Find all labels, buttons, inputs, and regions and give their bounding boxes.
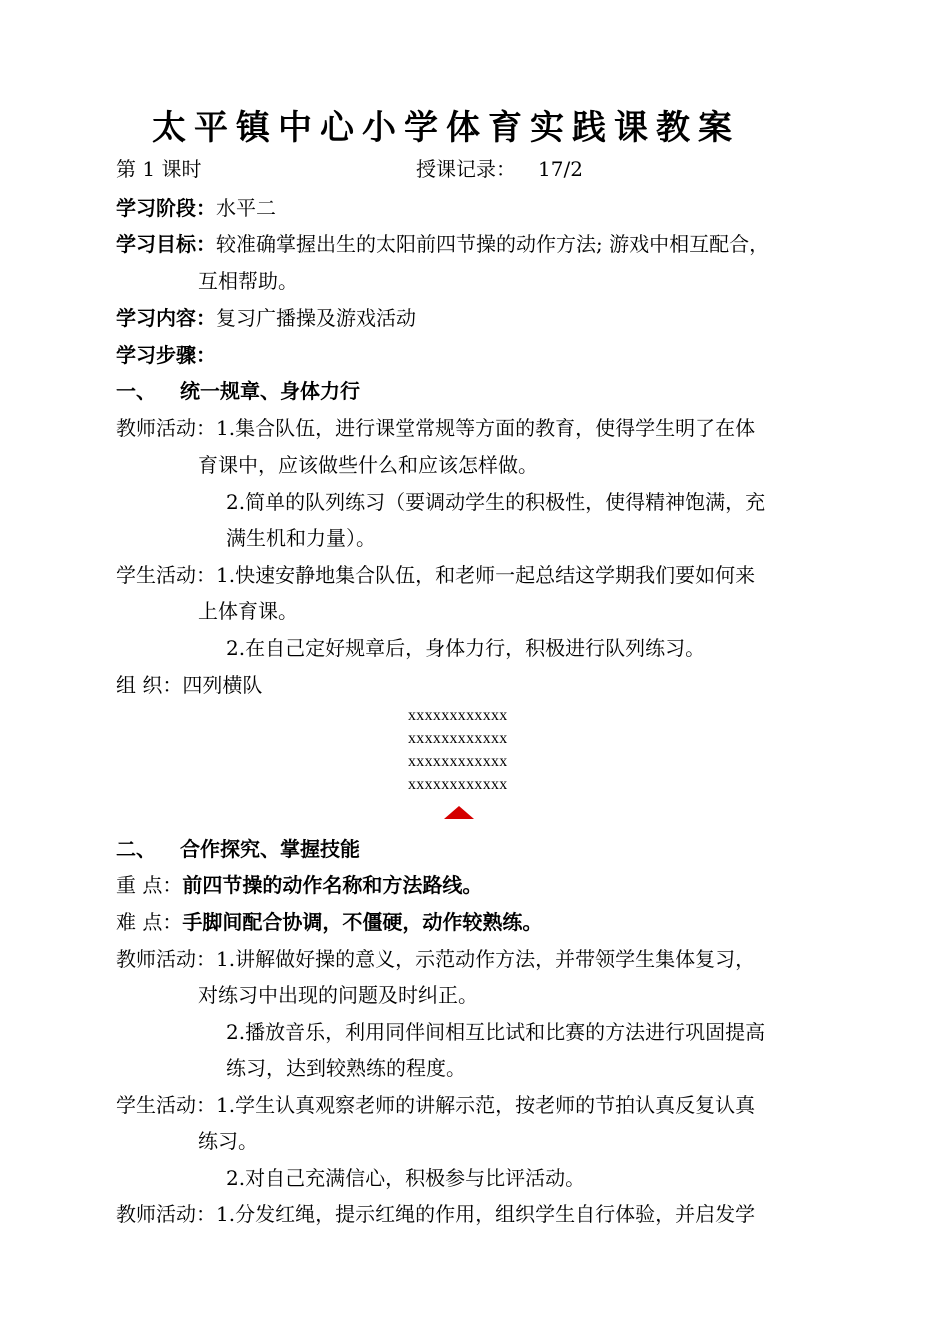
s2-student-2: 2.对自己充满信心，积极参与比评活动。 bbox=[226, 1166, 586, 1190]
record-label: 授课记录： bbox=[416, 157, 516, 181]
s2-teacher-2a: 2.播放音乐，利用同伴间相互比试和比赛的方法进行巩固提高 bbox=[226, 1020, 766, 1044]
s2-student-1a: 1.学生认真观察老师的讲解示范，按老师的节拍认真反复认真 bbox=[216, 1093, 756, 1117]
section2-number: 二、 bbox=[116, 837, 156, 861]
s2-key-label: 重 点： bbox=[116, 873, 183, 897]
stage-label: 学习阶段： bbox=[116, 196, 216, 220]
s2-diff-row bbox=[116, 909, 542, 935]
s2-teacher-1a: 1.讲解做好操的意义，示范动作方法，并带领学生集体复习， bbox=[216, 947, 756, 971]
s2-key-row bbox=[116, 872, 482, 898]
s2-teacher-row bbox=[116, 946, 755, 972]
s1-teacher-row bbox=[116, 415, 755, 441]
s2-teacher2-label: 教师活动： bbox=[116, 1202, 216, 1226]
s2-diff-label: 难 点： bbox=[116, 910, 183, 934]
s2-teacher2-1a: 1.分发红绳，提示红绳的作用，组织学生自行体验，并启发学 bbox=[216, 1202, 756, 1226]
s2-student-1b: 练习。 bbox=[198, 1129, 258, 1153]
stage-value: 水平二 bbox=[216, 196, 276, 220]
formation-row: xxxxxxxxxxxx bbox=[408, 707, 508, 724]
record-value: 17/2 bbox=[538, 157, 583, 181]
section1-title: 统一规章、身体力行 bbox=[180, 379, 360, 403]
s1-teacher-label: 教师活动： bbox=[116, 416, 216, 440]
s1-student-row bbox=[116, 562, 755, 588]
s2-teacher-label: 教师活动： bbox=[116, 947, 216, 971]
s2-student-label: 学生活动： bbox=[116, 1093, 216, 1117]
section2-title: 合作探究、掌握技能 bbox=[180, 837, 360, 861]
s1-student-2: 2.在自己定好规章后，身体力行，积极进行队列练习。 bbox=[226, 636, 706, 660]
s1-org-label: 组 织： bbox=[116, 673, 183, 697]
s2-teacher-2b: 练习，达到较熟练的程度。 bbox=[226, 1056, 466, 1080]
s1-teacher-1a: 1.集合队伍，进行课堂常规等方面的教育，使得学生明了在体 bbox=[216, 416, 756, 440]
s2-key-value: 前四节操的动作名称和方法路线。 bbox=[182, 873, 483, 897]
goal-row bbox=[116, 231, 769, 257]
s1-teacher-2a: 2.简单的队列练习（要调动学生的积极性，使得精神饱满，充 bbox=[226, 490, 766, 514]
s1-student-1b: 上体育课。 bbox=[198, 599, 298, 623]
s2-diff-value: 手脚间配合协调，不僵硬，动作较熟练。 bbox=[182, 910, 543, 934]
s2-teacher2-row bbox=[116, 1201, 755, 1227]
goal-label: 学习目标： bbox=[116, 232, 216, 256]
s1-org-row bbox=[116, 672, 262, 698]
s2-student-row bbox=[116, 1092, 755, 1118]
s1-teacher-2b: 满生机和力量）。 bbox=[226, 526, 376, 550]
s1-student-1a: 1.快速安静地集合队伍，和老师一起总结这学期我们要如何来 bbox=[216, 563, 756, 587]
content-row bbox=[116, 305, 416, 331]
teacher-position-triangle-icon bbox=[444, 806, 474, 819]
s1-teacher-1b: 育课中，应该做些什么和应该怎样做。 bbox=[198, 453, 538, 477]
s1-student-label: 学生活动： bbox=[116, 563, 216, 587]
formation-row: xxxxxxxxxxxx bbox=[408, 753, 508, 770]
content-label: 学习内容： bbox=[116, 306, 216, 330]
page-title: 太平镇中心小学体育实践课教案 bbox=[152, 108, 740, 148]
s1-org-value: 四列横队 bbox=[182, 673, 263, 697]
formation-row: xxxxxxxxxxxx bbox=[408, 776, 508, 793]
steps-label: 学习步骤： bbox=[116, 343, 216, 367]
formation-row: xxxxxxxxxxxx bbox=[408, 730, 508, 747]
goal-text-1: 较准确掌握出生的太阳前四节操的动作方法; 游戏中相互配合， bbox=[216, 232, 770, 256]
lesson-number: 第 1 课时 bbox=[116, 157, 202, 181]
section1-number: 一、 bbox=[116, 379, 156, 403]
stage-row bbox=[116, 195, 276, 221]
formation-diagram bbox=[408, 704, 508, 796]
content-value: 复习广播操及游戏活动 bbox=[216, 306, 416, 330]
goal-text-2: 互相帮助。 bbox=[198, 269, 298, 293]
s2-teacher-1b: 对练习中出现的问题及时纠正。 bbox=[198, 983, 478, 1007]
